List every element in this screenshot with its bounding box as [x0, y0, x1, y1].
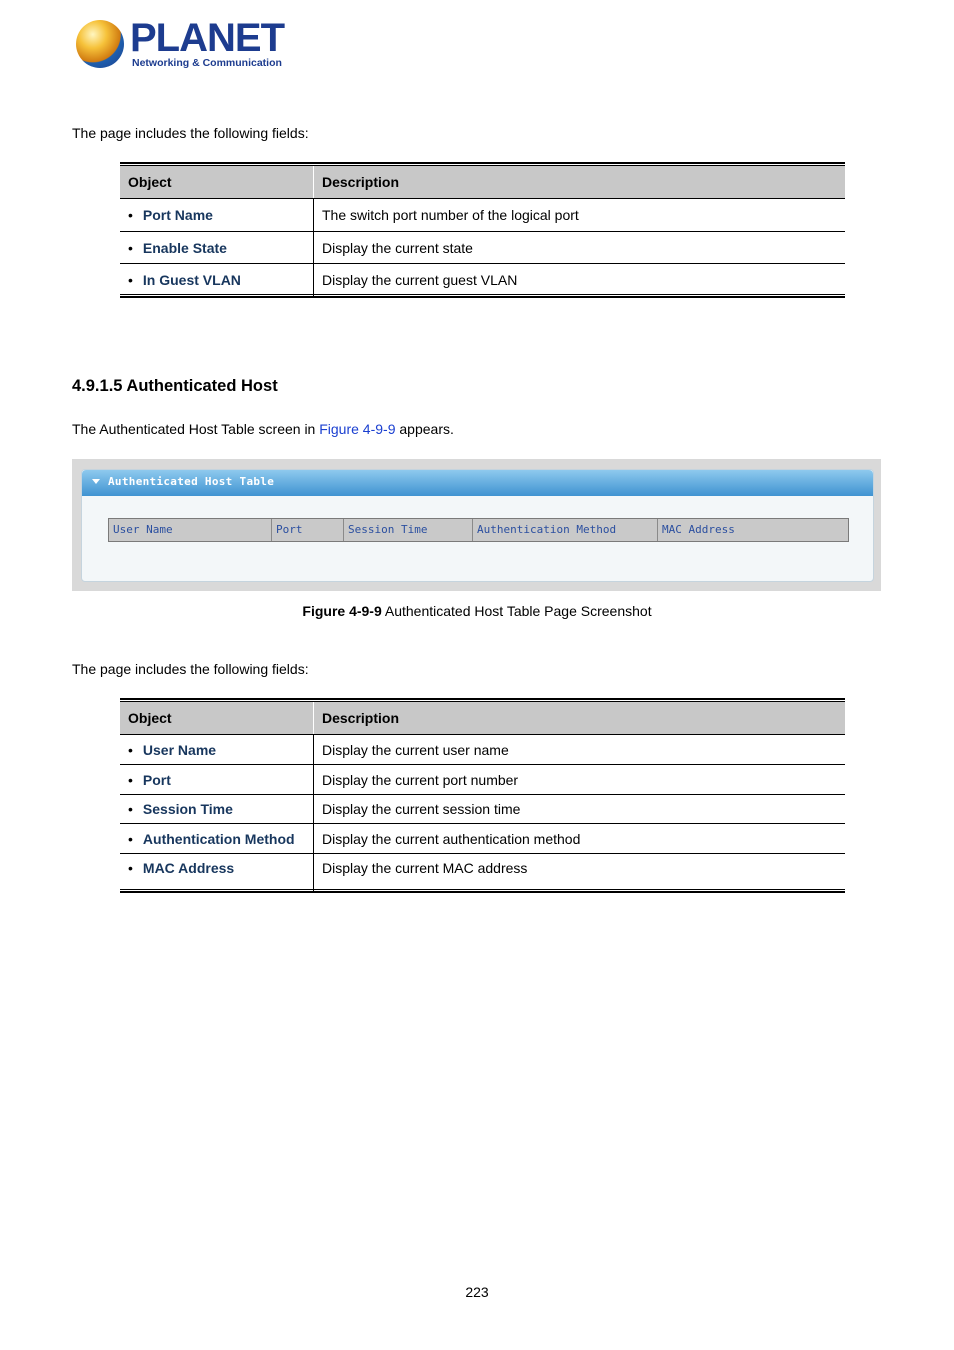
object-cell: • User Name: [120, 735, 314, 765]
table-header-row: [120, 166, 845, 199]
section-text-before: The Authenticated Host Table screen in: [72, 421, 320, 437]
header-object: Object: [120, 166, 314, 199]
description-cell: Display the current MAC address: [322, 860, 528, 876]
host-table-panel: [81, 469, 874, 582]
figure-caption: [0, 603, 954, 619]
object-cell: • Port Name: [120, 199, 314, 232]
authenticated-host-screenshot: [72, 459, 881, 591]
column-session-time: Session Time: [344, 519, 473, 541]
planet-logo: [76, 16, 284, 74]
caption-label: Figure 4-9-9: [302, 603, 382, 619]
description-cell: Display the current user name: [314, 735, 846, 765]
figure-link[interactable]: Figure 4-9-9: [319, 421, 396, 437]
caption-text: Authenticated Host Table Page Screenshot: [381, 603, 652, 619]
logo-tagline: Networking & Communication: [132, 57, 282, 69]
table-row: [120, 735, 845, 765]
table-row: [120, 854, 845, 892]
description-cell: Display the current port number: [314, 765, 846, 795]
column-authentication-method: Authentication Method: [473, 519, 658, 541]
header-object: Object: [120, 702, 314, 735]
description-cell: Display the current guest VLAN: [322, 271, 518, 288]
table1-bottom-rule: [120, 294, 845, 298]
table-row: [120, 795, 845, 824]
table-row: [120, 232, 845, 264]
panel-header[interactable]: [82, 470, 873, 496]
column-mac-address: MAC Address: [662, 523, 735, 536]
table-row: [120, 199, 845, 232]
table-row: [120, 264, 845, 296]
object-cell: • MAC Address: [120, 854, 314, 892]
table-header-row: [120, 702, 845, 735]
fields-table-1: [120, 166, 845, 296]
object-cell: • Session Time: [120, 795, 314, 824]
section-heading: 4.9.1.5 Authenticated Host: [72, 377, 278, 395]
description-cell: Display the current authentication method: [314, 824, 846, 854]
description-cell: Display the current state: [314, 232, 846, 264]
collapse-caret-icon[interactable]: [92, 479, 100, 484]
panel-title: Authenticated Host Table: [108, 475, 275, 488]
column-user-name: User Name: [109, 519, 272, 541]
table-row: [120, 824, 845, 854]
column-port: Port: [272, 519, 344, 541]
host-table-header: [108, 518, 849, 542]
object-cell: • Port: [120, 765, 314, 795]
description-cell: The switch port number of the logical port: [314, 199, 846, 232]
fields-table-2: [120, 702, 845, 892]
intro-text-2: The page includes the following fields:: [72, 661, 309, 677]
section-text-after: appears.: [395, 421, 454, 437]
object-cell: • Authentication Method: [120, 824, 314, 854]
intro-text-1: The page includes the following fields:: [72, 125, 309, 141]
object-cell: • In Guest VLAN: [120, 264, 314, 296]
section-text: [72, 421, 454, 437]
header-description: Description: [314, 702, 846, 735]
globe-icon: [76, 20, 124, 68]
description-cell: Display the current session time: [314, 795, 846, 824]
page-number: 223: [465, 1284, 489, 1300]
object-cell: • Enable State: [120, 232, 314, 264]
table-row: [120, 765, 845, 795]
header-description: Description: [314, 166, 846, 199]
table2-bottom-rule: [120, 889, 845, 893]
logo-brand: PLANET: [130, 16, 284, 60]
